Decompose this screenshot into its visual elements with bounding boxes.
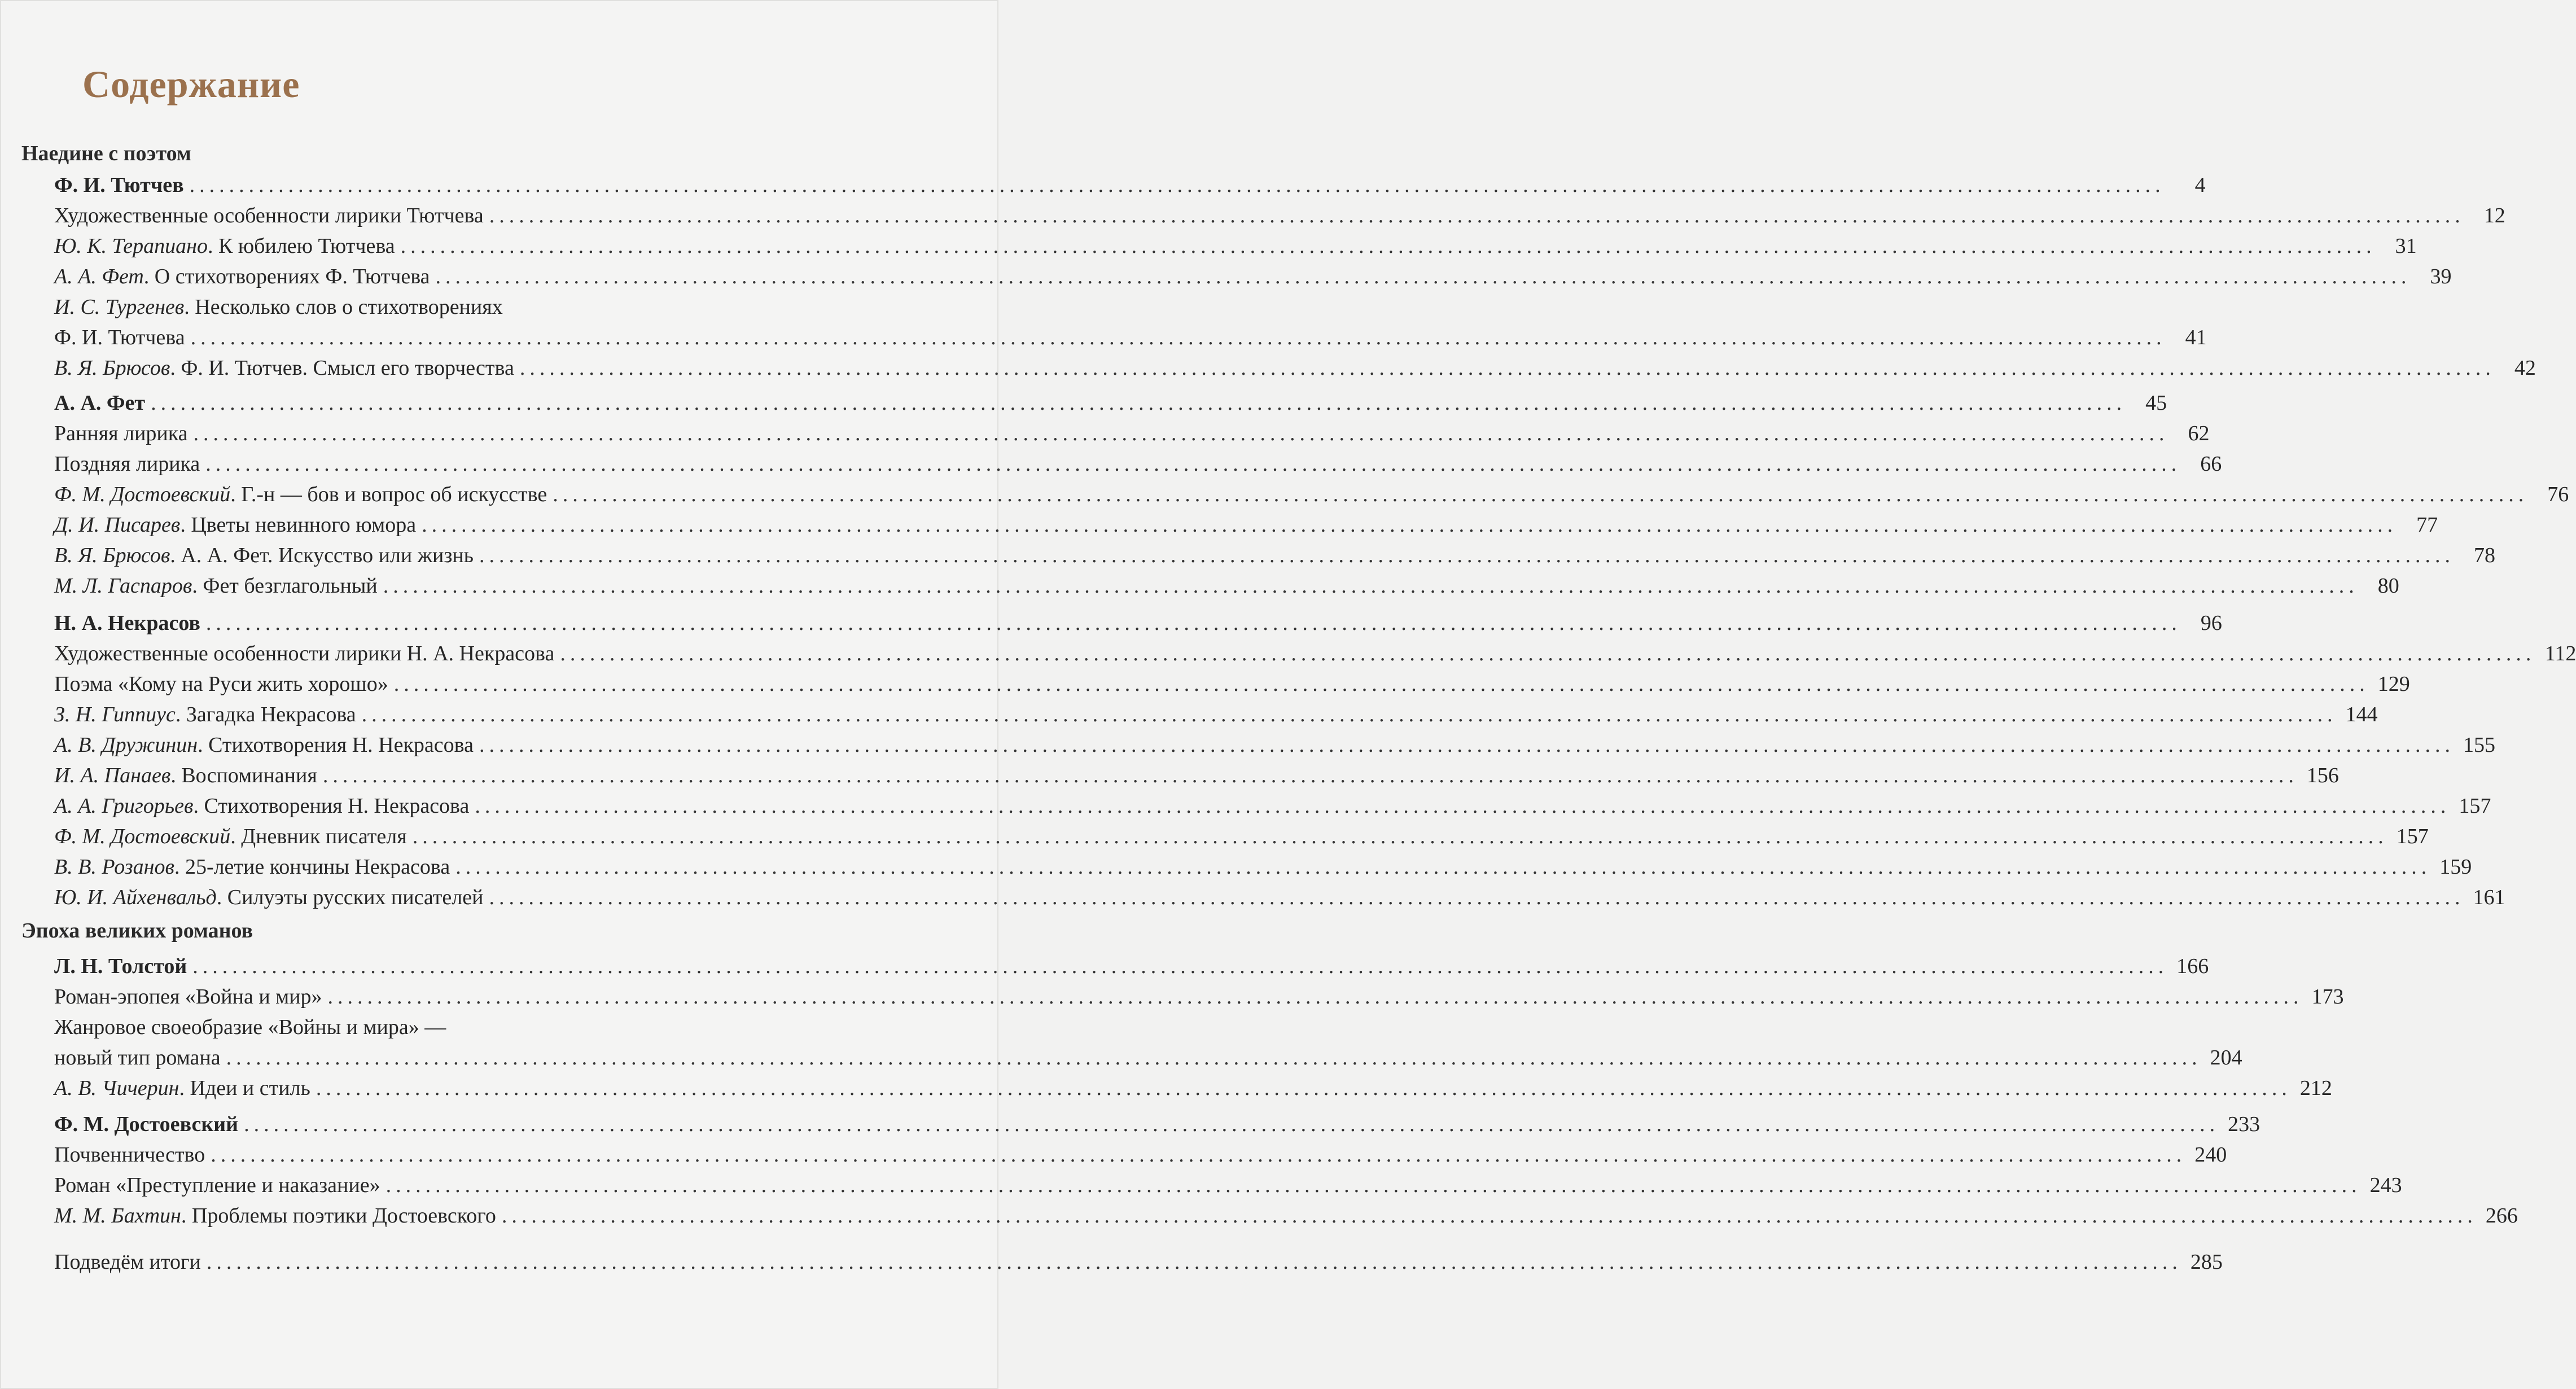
toc-page-number: 80 <box>2377 574 2399 598</box>
dot-leader: ........................................................................................................................................................................................................ <box>412 825 2388 848</box>
toc-entry-title: Ранняя лирика <box>54 422 188 445</box>
dot-leader: ........................................................................................................................................................................................................ <box>193 422 2169 445</box>
toc-entry-title: А. В. Дружинин. Стихотворения Н. Некрасова <box>54 733 474 757</box>
toc-entry-title: Ф. М. Достоевский. Г.-н — бов и вопрос об искусстве <box>54 483 547 506</box>
dot-leader: ........................................................................................................................................................................................................ <box>361 703 2337 726</box>
toc-entry-author: Д. И. Писарев <box>54 513 181 537</box>
toc-entry-title: Ф. И. Тютчева <box>54 326 185 349</box>
toc-author-entry <box>54 611 2222 636</box>
dot-leader: ........................................................................................................................................................................................................ <box>400 234 2376 258</box>
toc-entry-author: В. Я. Брюсов <box>54 356 170 380</box>
toc-page-number: 41 <box>2185 326 2207 349</box>
dot-leader: ........................................................................................................................................................................................................ <box>383 574 2359 598</box>
toc-page-number: 212 <box>2299 1076 2332 1100</box>
toc-page-number: 76 <box>2547 483 2569 506</box>
dot-leader: ........................................................................................................................................................................................................ <box>190 326 2166 349</box>
toc-entry <box>54 885 2505 910</box>
toc-entry-title: Ф. И. Тютчев <box>54 173 184 197</box>
toc-entry <box>54 763 2339 788</box>
toc-entry <box>54 1142 2227 1167</box>
toc-page-number: 233 <box>2228 1112 2260 1136</box>
toc-entry <box>54 1076 2332 1101</box>
toc-entry-title: Жанровое своеобразие «Войны и мира» — <box>54 1015 446 1039</box>
toc-entry <box>54 295 908 319</box>
toc-entry-author: В. Я. Брюсов <box>54 544 170 567</box>
toc-page-number: 157 <box>2459 794 2491 818</box>
toc-entry-title: Ф. М. Достоевский. Дневник писателя <box>54 825 407 848</box>
dot-leader: ........................................................................................................................................................................................................ <box>226 1046 2202 1070</box>
toc-entry-title: А. А. Фет. О стихотворениях Ф. Тютчева <box>54 265 430 288</box>
toc-page-number: 12 <box>2483 204 2505 227</box>
toc-entry-title: З. Н. Гиппиус. Загадка Некрасова <box>54 703 356 726</box>
toc-page-number: 42 <box>2514 356 2536 380</box>
toc-page-number: 204 <box>2210 1046 2242 1070</box>
section-heading: Наедине с поэтом <box>21 142 191 165</box>
toc-entry-title: новый тип романа <box>54 1046 221 1070</box>
dot-leader: ........................................................................................................................................................................................................ <box>211 1143 2187 1167</box>
toc-entry-author: И. А. Панаев <box>54 764 171 787</box>
toc-entry-author: Ф. М. Достоевский <box>54 483 231 506</box>
toc-entry-title: А. В. Чичерин. Идеи и стиль <box>54 1076 310 1100</box>
toc-entry-author: А. А. Григорьев <box>54 794 194 818</box>
toc-entry-title: А. А. Григорьев. Стихотворения Н. Некрасова <box>54 794 470 818</box>
toc-entry-title: М. Л. Гаспаров. Фет безглагольный <box>54 574 378 598</box>
dot-leader: ........................................................................................................................................................................................................ <box>385 1173 2362 1197</box>
dot-leader: ........................................................................................................................................................................................................ <box>489 204 2465 227</box>
toc-page-number: 77 <box>2416 513 2438 537</box>
toc-entry-author: В. В. Розанов <box>54 855 174 879</box>
toc-entry-author: М. Л. Гаспаров <box>54 574 192 598</box>
toc-page-number: 156 <box>2306 764 2339 787</box>
toc-page-number: 112 <box>2544 642 2576 665</box>
toc-entry <box>54 325 2207 350</box>
toc-entry-title: Поздняя лирика <box>54 452 200 476</box>
toc-page-number: 155 <box>2463 733 2495 757</box>
dot-leader: ........................................................................................................................................................................................................ <box>455 855 2432 879</box>
toc-entry <box>54 824 2429 849</box>
toc-page-number: 157 <box>2396 825 2429 848</box>
toc-entry-title: Л. Н. Толстой <box>54 954 187 978</box>
toc-entry-title: Ф. М. Достоевский <box>54 1112 239 1136</box>
toc-page-number: 78 <box>2474 544 2495 567</box>
toc-entry-title: Подведём итоги <box>54 1250 201 1274</box>
dot-leader: ........................................................................................................................................................................................................ <box>322 764 2298 787</box>
toc-author-entry <box>54 1112 2260 1137</box>
toc-entry-title: Художественные особенности лирики Тютчева <box>54 204 484 227</box>
dot-leader: ........................................................................................................................................................................................................ <box>501 1204 2477 1228</box>
dot-leader: ........................................................................................................................................................................................................ <box>189 173 2165 197</box>
toc-page-number: 39 <box>2430 265 2452 288</box>
toc-author-entry <box>54 391 2167 415</box>
toc-entry <box>54 1250 2223 1274</box>
dot-leader: ........................................................................................................................................................................................................ <box>475 794 2451 818</box>
toc-page-number: 129 <box>2377 672 2410 696</box>
dot-leader: ........................................................................................................................................................................................................ <box>206 1250 2182 1274</box>
toc-entry-author: Ф. М. Достоевский <box>54 825 231 848</box>
toc-entry <box>54 482 2569 507</box>
toc-entry-author: Ю. К. Терапиано <box>54 234 208 258</box>
toc-entry-title: И. А. Панаев. Воспоминания <box>54 764 317 787</box>
toc-entry <box>54 733 2495 757</box>
toc-entry-author: И. С. Тургенев <box>54 295 185 319</box>
toc-entry-title: Д. И. Писарев. Цветы невинного юмора <box>54 513 417 537</box>
toc-author-entry <box>54 954 2209 979</box>
toc-page-number: 240 <box>2194 1143 2227 1167</box>
toc-entry-title: А. А. Фет <box>54 391 146 415</box>
toc-entry <box>54 672 2410 696</box>
toc-entry-title: В. Я. Брюсов. Ф. И. Тютчев. Смысл его творчества <box>54 356 514 380</box>
toc-entry-title: Почвенничество <box>54 1143 205 1167</box>
dot-leader: ........................................................................................................................................................................................................ <box>244 1112 2220 1136</box>
toc-entry <box>54 356 2536 380</box>
dot-leader: ........................................................................................................................................................................................................ <box>151 391 2127 415</box>
toc-page-number: 161 <box>2473 886 2505 909</box>
toc-page-number: 66 <box>2200 452 2222 476</box>
page-title: Содержание <box>82 63 300 106</box>
toc-entry-title: М. М. Бахтин. Проблемы поэтики Достоевского <box>54 1204 496 1228</box>
toc-entry <box>54 264 2452 289</box>
dot-leader: ........................................................................................................................................................................................................ <box>479 544 2455 567</box>
toc-entry <box>54 1173 2402 1198</box>
toc-entry-author: Ю. И. Айхенвальд <box>54 886 217 909</box>
dot-leader: ........................................................................................................................................................................................................ <box>479 733 2455 757</box>
toc-entry <box>54 203 2505 228</box>
toc-entry-author: А. А. Фет <box>54 265 144 288</box>
toc-entry <box>54 794 2491 818</box>
dot-leader: ........................................................................................................................................................................................................ <box>192 954 2168 978</box>
dot-leader: ........................................................................................................................................................................................................ <box>393 672 2369 696</box>
dot-leader: ........................................................................................................................................................................................................ <box>553 483 2529 506</box>
toc-entry-title: Роман «Преступление и наказание» <box>54 1173 380 1197</box>
toc-entry <box>54 543 2495 568</box>
toc-entry-author: А. В. Дружинин <box>54 733 198 757</box>
toc-entry-title: Ю. К. Терапиано. К юбилею Тютчева <box>54 234 395 258</box>
toc-page-number: 31 <box>2395 234 2417 258</box>
toc-entry-title: В. В. Розанов. 25-летие кончины Некрасова <box>54 855 450 879</box>
toc-entry <box>54 855 2472 879</box>
toc-page-number: 159 <box>2439 855 2472 879</box>
toc-entry-title: Художественные особенности лирики Н. А. Некрасова <box>54 642 555 665</box>
toc-entry-title: Поэма «Кому на Руси жить хорошо» <box>54 672 388 696</box>
toc-entry-title: Роман-эпопея «Война и мир» <box>54 985 322 1009</box>
toc-entry <box>54 573 2399 598</box>
toc-entry <box>54 1015 908 1040</box>
dot-leader: ........................................................................................................................................................................................................ <box>519 356 2495 380</box>
toc-page-number: 96 <box>2200 611 2222 635</box>
toc-entry <box>54 452 2222 476</box>
dot-leader: ........................................................................................................................................................................................................ <box>205 452 2181 476</box>
toc-entry-author: З. Н. Гиппиус <box>54 703 176 726</box>
section-heading: Эпоха великих романов <box>21 919 253 943</box>
toc-entry-author: М. М. Бахтин <box>54 1204 181 1228</box>
toc-entry <box>54 512 2438 537</box>
toc-page-number: 45 <box>2145 391 2167 415</box>
toc-entry <box>54 421 2210 446</box>
toc-entry <box>54 234 2417 258</box>
toc-entry-title: И. С. Тургенев. Несколько слов о стихотворениях <box>54 295 503 319</box>
toc-entry <box>54 702 2378 727</box>
dot-leader: ........................................................................................................................................................................................................ <box>435 265 2411 288</box>
toc-entry <box>54 984 2344 1009</box>
toc-page-number: 243 <box>2369 1173 2402 1197</box>
toc-page-number: 266 <box>2485 1204 2518 1228</box>
dot-leader: ........................................................................................................................................................................................................ <box>327 985 2303 1009</box>
toc-page-number: 285 <box>2190 1250 2223 1274</box>
dot-leader: ........................................................................................................................................................................................................ <box>205 611 2181 635</box>
toc-entry-title: Н. А. Некрасов <box>54 611 200 635</box>
dot-leader: ........................................................................................................................................................................................................ <box>316 1076 2292 1100</box>
toc-page-number: 144 <box>2345 703 2378 726</box>
toc-author-entry <box>54 173 2206 198</box>
toc-entry-title: Ю. И. Айхенвальд. Силуэты русских писателей <box>54 886 484 909</box>
toc-page-number: 166 <box>2176 954 2209 978</box>
dot-leader: ........................................................................................................................................................................................................ <box>489 886 2465 909</box>
dot-leader: ........................................................................................................................................................................................................ <box>560 642 2536 665</box>
toc-page-number: 62 <box>2188 422 2210 445</box>
toc-entry-title: В. Я. Брюсов. А. А. Фет. Искусство или жизнь <box>54 544 474 567</box>
toc-page-number: 173 <box>2311 985 2344 1009</box>
toc-entry-author: А. В. Чичерин <box>54 1076 179 1100</box>
toc-page-number: 4 <box>2194 173 2206 197</box>
toc-entry <box>54 1045 2242 1070</box>
toc-entry <box>54 1203 2518 1228</box>
dot-leader: ........................................................................................................................................................................................................ <box>422 513 2398 537</box>
toc-entry <box>54 641 2576 666</box>
